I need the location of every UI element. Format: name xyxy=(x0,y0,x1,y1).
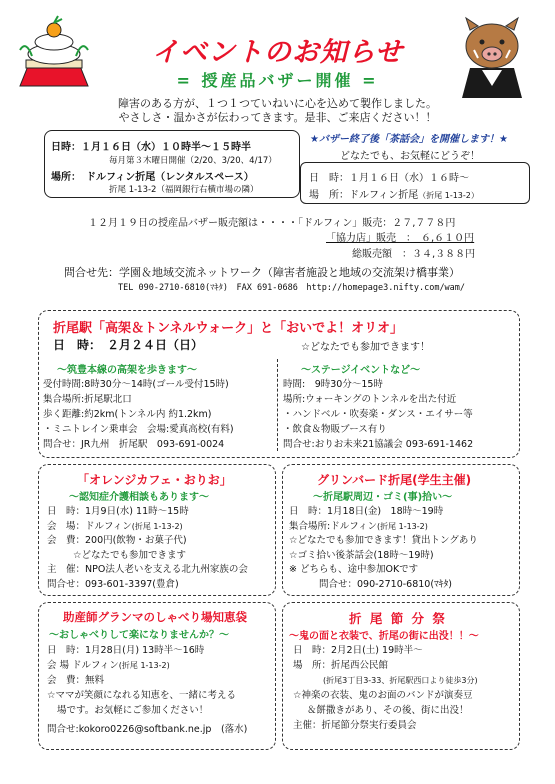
cafe-details xyxy=(47,505,248,592)
grandma-place-addr: (折尾 1-13-2) xyxy=(118,661,170,670)
grandma-details xyxy=(47,643,247,737)
cafe-contact: 問合せ：093-601-3397(豊倉) xyxy=(47,578,179,590)
orio-left-item: 歩く距離:約2km(トンネル内 約1.2km) xyxy=(43,409,212,420)
orio-title: 折尾駅「高架＆トンネルウォーク」と「おいでよ！オリオ」 xyxy=(53,321,403,336)
tea-date: 日 時：１月１６日（水）１６時〜 xyxy=(309,173,469,184)
orio-right-list xyxy=(283,377,473,452)
orio-right-item: ・ハンドベル・吹奏楽・ダンス・エイサー等 xyxy=(283,409,473,420)
cafe-box xyxy=(38,464,276,596)
grandma-note-1: ☆ママが笑顔になれる知恵を、一緒に考える xyxy=(47,690,237,701)
grandma-sub: 〜おしゃべりして楽になりませんか？〜 xyxy=(49,630,229,641)
bazaar-address: 折尾 1-13-2（福岡銀行右横市場の隣） xyxy=(109,185,259,195)
sales-line-1: １２月１９日の授産品バザー販売額は・・・・「ドルフィン」販売：２７,７７８円 xyxy=(88,218,456,229)
cafe-title: 「オレンジカフェ・おりお」 xyxy=(77,473,232,487)
grandma-title: 助産師グランマのしゃべり場知恵袋 xyxy=(63,610,247,624)
contact-line-2: TEL 090-2710-6810(ﾏｷﾀ) FAX 691-0686 http://homepage3.nifty.com/wam/ xyxy=(118,283,466,293)
setsubun-box xyxy=(282,602,520,750)
grandma-fee: 会 費：無料 xyxy=(47,675,105,686)
setsubun-title: 折 尾 節 分 祭 xyxy=(349,611,447,626)
sales-line-2: 「協力店」販売 ： ６,６１０円 xyxy=(326,233,475,244)
green-date: 日 時：1月18日(金) 18時〜19時 xyxy=(289,506,444,517)
grandma-note-2: 場です。お気軽にご参加ください！ xyxy=(57,705,209,716)
cafe-fee: 会 費：200円(飲物・お菓子代) xyxy=(47,535,187,546)
grandma-place: 会 場 ドルフィン xyxy=(47,660,119,671)
intro-line-1: 障害のある方が、１つ１つていねいに心を込めて製作しました。 xyxy=(118,97,437,110)
tea-title: ★バザー終了後「茶話会」を開催します！★ xyxy=(310,134,508,145)
orio-left-item: ・ミニトレイン乗車会 会場:愛真高校(有料) xyxy=(43,424,234,435)
tea-place-addr: （折尾 1-13-2） xyxy=(418,191,479,200)
orio-left-item: 集合場所:折尾駅北口 xyxy=(43,394,132,405)
green-line-1: ☆どなたでも参加できます！貸出トングあり xyxy=(289,535,478,546)
sales-line-3: 総販売額 ：３４,３８８円 xyxy=(352,249,476,260)
setsubun-note-2: ＆餅撒きがあり、その後、街に出没！ xyxy=(307,705,469,716)
setsubun-place-addr: (折尾3丁目3-33、折尾駅西口より徒歩3分) xyxy=(323,676,478,685)
orio-right-item: 問合せ:おりお未来21協議会 093-691-1462 xyxy=(283,439,474,450)
setsubun-sub: 〜鬼の面と衣装で、折尾の街に出没！！〜 xyxy=(289,631,479,642)
cafe-place-addr: (折尾 1-13-2) xyxy=(131,521,183,531)
tea-place: 場 所：ドルフィン折尾 xyxy=(309,190,419,201)
grandma-date: 日 時：1月28日(月) 13時半〜16時 xyxy=(47,645,205,656)
tea-place-line xyxy=(309,186,479,201)
orio-right-item: 時間: 9時30分〜15時 xyxy=(283,379,383,390)
green-line-3: ※ どちらも、途中参加OKです xyxy=(289,564,419,575)
orio-date-note: ☆どなたでも参加できます！ xyxy=(301,342,430,353)
cafe-place: 会 場：ドルフィン xyxy=(47,520,132,532)
green-details xyxy=(289,505,478,592)
orio-date: 日 時： ２月２４日（日） xyxy=(53,338,204,352)
page-title: イベントのお知らせ xyxy=(151,37,404,68)
setsubun-host: 主催：折尾節分祭実行委員会 xyxy=(293,720,417,731)
tea-sub: どなたでも、お気軽にどうぞ！ xyxy=(340,151,480,162)
setsubun-details xyxy=(293,643,478,733)
cafe-place-line xyxy=(47,520,248,535)
orio-right-item: 場所:ウォーキングのトンネルを出た付近 xyxy=(283,394,457,405)
orio-divider xyxy=(277,359,278,451)
orio-left-head: 〜筑豊本線の高架を歩きます〜 xyxy=(57,365,197,376)
grandma-box xyxy=(38,602,276,750)
setsubun-note-1: ☆神楽の衣装、鬼のお面のバンドが演奏豆 xyxy=(293,690,473,701)
orio-right-head: 〜ステージイベントなど〜 xyxy=(301,365,421,376)
green-box xyxy=(282,464,520,596)
bazaar-date: 日時：１月１６日（水）１０時半〜１５時半 xyxy=(51,142,251,153)
cafe-note: ☆どなたでも参加できます xyxy=(73,549,187,561)
green-line-2: ☆ゴミ拾い後茶話会(18時〜19時) xyxy=(289,549,434,561)
grandma-contact: 問合せ:kokoro0226@softbank.ne.jp (落水) xyxy=(47,724,248,735)
green-title: グリンバード折尾(学生主催) xyxy=(317,473,472,487)
intro-line-2: やさしさ・温かさが伝わってきます。是非、ご来店ください！！ xyxy=(118,111,437,124)
cafe-host: 主 催：NPO法人老いを支える北九州家族の会 xyxy=(47,564,248,575)
page-subtitle: = 授産品バザー開催 = xyxy=(176,71,379,90)
orio-left-item: 受付時間:8時30分〜14時(ゴール受付15時) xyxy=(43,379,229,390)
cafe-date: 日 時：1月9日(水) 11時〜15時 xyxy=(47,506,189,517)
contact-line-1: 問合せ先：学園＆地域交流ネットワーク（障害者施設と地域の交流架け橋事業） xyxy=(64,266,460,279)
orio-left-list xyxy=(43,377,234,452)
orio-left-item: 問合せ：JR九州 折尾駅 093-691-0024 xyxy=(43,439,225,450)
orio-right-item: ・飲食＆物販ブース有り xyxy=(283,424,387,435)
orio-box xyxy=(38,310,520,458)
setsubun-place: 場 所：折尾西公民館 xyxy=(293,660,389,671)
tea-box xyxy=(300,162,530,204)
cafe-sub: 〜認知症介護相談もあります〜 xyxy=(69,492,209,503)
setsubun-date: 日 時：2月2日(土) 19時半〜 xyxy=(293,645,423,656)
green-place: 集合場所:ドルフィン xyxy=(289,520,377,532)
bazaar-box xyxy=(44,130,300,198)
green-place-line xyxy=(289,520,478,535)
green-contact: 問合せ：090-2710-6810(ﾏｷﾀ) xyxy=(319,578,453,590)
green-sub: 〜折尾駅周辺・ゴミ(事)拾い〜 xyxy=(313,492,453,503)
bazaar-place: 場所： ドルフィン折尾（レンタルスペース） xyxy=(51,172,254,183)
bazaar-schedule: 毎月第３木曜日開催（2/20、3/20、4/17） xyxy=(109,156,277,166)
grandma-place-line xyxy=(47,658,247,673)
green-place-addr: (折尾 1-13-2) xyxy=(376,521,428,531)
